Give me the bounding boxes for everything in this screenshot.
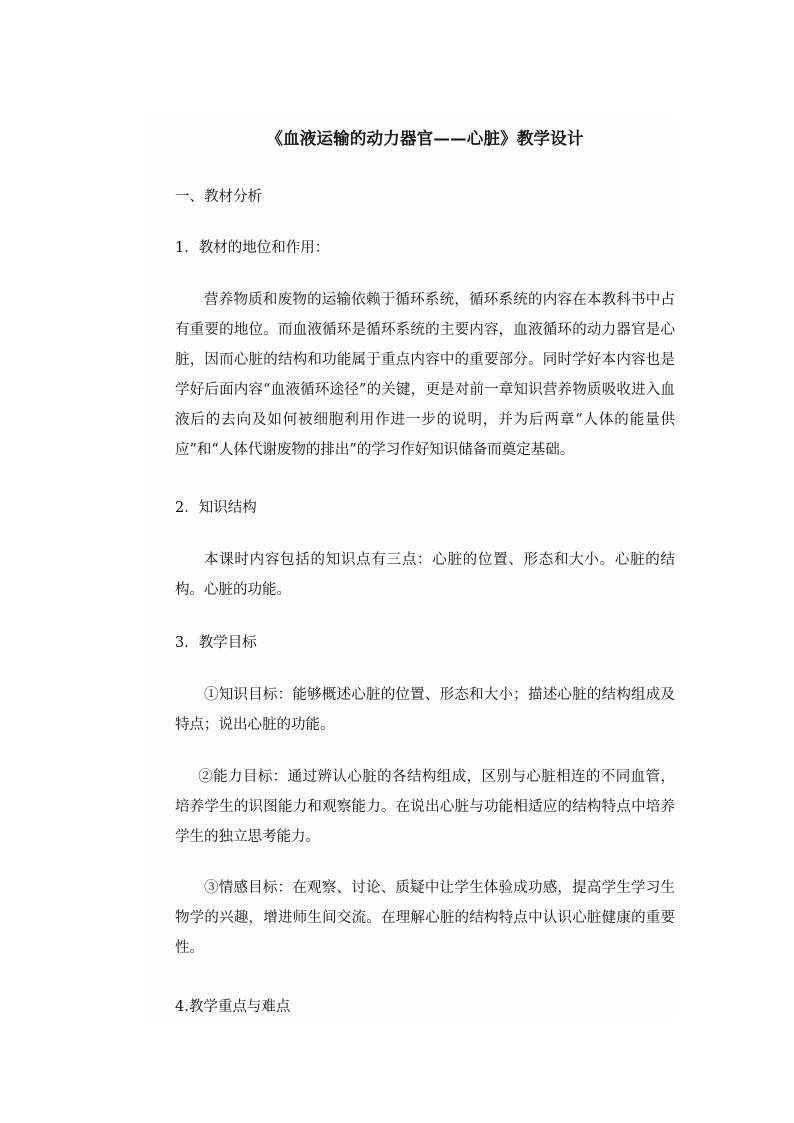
section-heading-textbook-analysis: 一、教材分析 (175, 189, 262, 205)
goal-emotion: ③情感目标：在观察、讨论、质疑中让学生体验成功感，提高学生学习生物学的兴趣，增进师生间交流。在理解心脏的结构特点中认识心脏健康的重要性。 (175, 880, 675, 956)
subsection-heading-knowledge-structure: 2．知识结构 (175, 500, 257, 516)
subsection-heading-role: 1．教材的地位和作用： (175, 240, 330, 256)
subsection-heading-key-points: 4.教学重点与难点 (175, 999, 291, 1015)
paragraph-knowledge-structure: 本课时内容包括的知识点有三点：心脏的位置、形态和大小。心脏的结构。心脏的功能。 (175, 552, 675, 598)
subsection-heading-teaching-goals: 3．教学目标 (175, 635, 257, 651)
goal-ability: ②能力目标：通过辨认心脏的各结构组成，区别与心脏相连的不同血管，培养学生的识图能力和观察能力。在说出心脏与功能相适应的结构特点中培养学生的独立思考能力。 (175, 769, 675, 845)
paragraph-role: 营养物质和废物的运输依赖于循环系统，循环系统的内容在本教科书中占有重要的地位。而血液循环是循环系统的主要内容，血液循环的动力器官是心脏，因而心脏的结构和功能属于重点内容中的重要部分。同时学好本内容也是学好后面内容“血液循环途径”的关键，更是对前一章知识营养物质吸收进入血液后的去向及如何被细胞利用作进一步的说明，并为后两章“人体的能量供应”和“人体代谢废物的排出”的学习作好知识储备而奠定基础。 (175, 292, 675, 458)
goal-knowledge: ①知识目标：能够概述心脏的位置、形态和大小；描述心脏的结构组成及特点；说出心脏的功能。 (175, 687, 675, 733)
document-title: 《血液运输的动力器官——心脏》教学设计 (266, 129, 584, 148)
